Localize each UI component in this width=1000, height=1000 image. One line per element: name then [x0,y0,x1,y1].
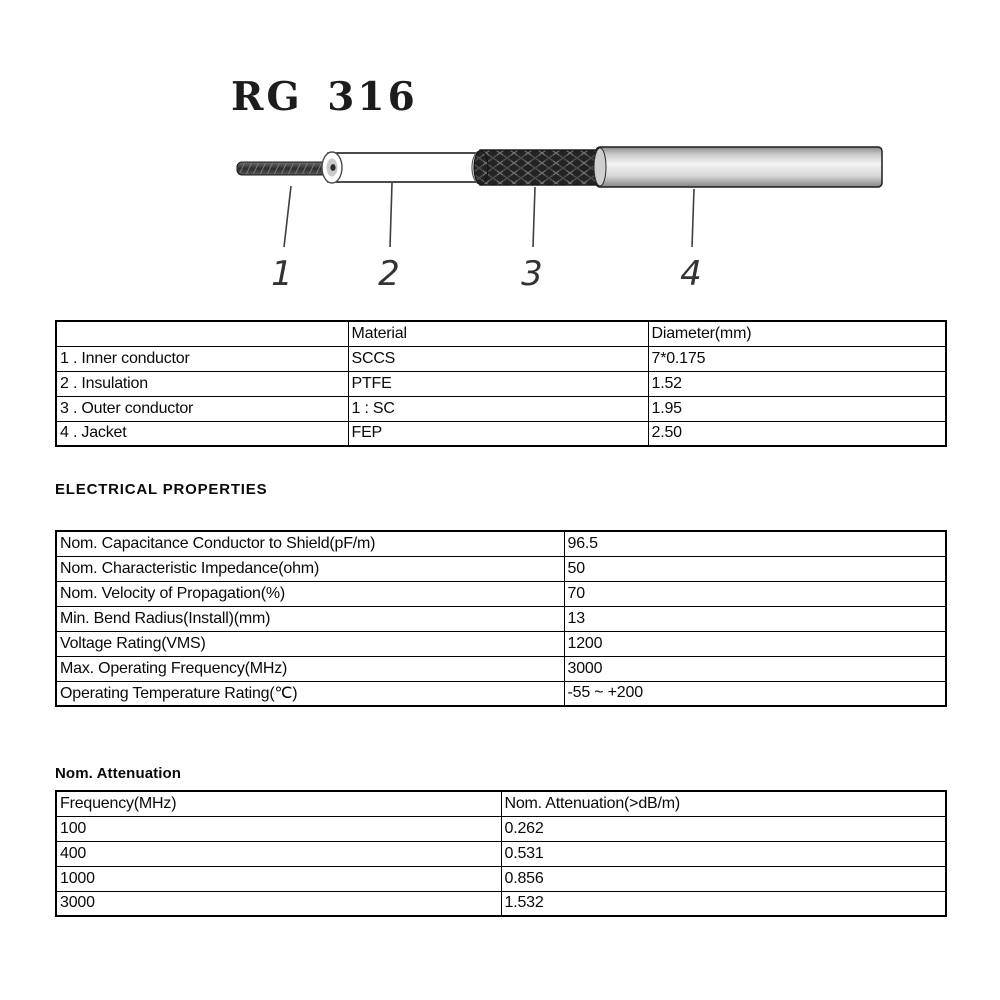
property-label: Nom. Velocity of Propagation(%) [56,581,564,606]
part-material: PTFE [348,371,648,396]
column-header-blank [56,321,348,346]
insulation-graphic [322,152,487,183]
property-label: Min. Bend Radius(Install)(mm) [56,606,564,631]
property-value: 1200 [564,631,946,656]
page-title: RG 316 [231,74,418,120]
attenuation-table [55,790,947,917]
column-header-diameter: Diameter(mm) [648,321,946,346]
table-row [56,816,946,841]
property-label: Operating Temperature Rating(℃) [56,681,564,706]
part-label-1: 1 [271,254,293,294]
table-row [56,531,946,556]
jacket-graphic [594,147,882,187]
leader-lines [284,183,694,247]
frequency-value: 100 [56,816,501,841]
part-name: 4 . Jacket [56,421,348,446]
table-row [56,841,946,866]
table-row [56,891,946,916]
property-label: Max. Operating Frequency(MHz) [56,656,564,681]
attenuation-value: 0.856 [501,866,946,891]
frequency-value: 400 [56,841,501,866]
frequency-value: 1000 [56,866,501,891]
frequency-value: 3000 [56,891,501,916]
table-row [56,371,946,396]
part-diameter: 7*0.175 [648,346,946,371]
table-row [56,631,946,656]
part-diameter: 1.52 [648,371,946,396]
part-diameter: 1.95 [648,396,946,421]
attenuation-value: 1.532 [501,891,946,916]
property-value: 3000 [564,656,946,681]
part-name: 2 . Insulation [56,371,348,396]
construction-table [55,320,947,447]
table-row [56,421,946,446]
electrical-properties-table [55,530,947,707]
part-diameter: 2.50 [648,421,946,446]
table-row [56,396,946,421]
property-value: -55 ~ +200 [564,681,946,706]
part-label-3: 3 [521,254,543,294]
property-label: Voltage Rating(VMS) [56,631,564,656]
property-value: 70 [564,581,946,606]
attenuation-value: 0.262 [501,816,946,841]
table-row [56,556,946,581]
property-value: 96.5 [564,531,946,556]
property-label: Nom. Capacitance Conductor to Shield(pF/m) [56,531,564,556]
column-header-frequency: Frequency(MHz) [56,791,501,816]
property-label: Nom. Characteristic Impedance(ohm) [56,556,564,581]
outer-conductor-graphic [472,150,602,185]
table-row [56,606,946,631]
part-material: SCCS [348,346,648,371]
property-value: 50 [564,556,946,581]
part-material: FEP [348,421,648,446]
table-row [56,866,946,891]
attenuation-value: 0.531 [501,841,946,866]
part-material: 1 : SC [348,396,648,421]
electrical-properties-heading: ELECTRICAL PROPERTIES [55,481,268,498]
cable-diagram [220,133,940,303]
attenuation-heading: Nom. Attenuation [55,765,182,782]
table-header-row [56,791,946,816]
part-label-2: 2 [378,254,400,294]
table-row [56,656,946,681]
property-value: 13 [564,606,946,631]
table-row [56,681,946,706]
table-header-row [56,321,946,346]
table-row [56,346,946,371]
part-name: 3 . Outer conductor [56,396,348,421]
part-label-4: 4 [680,254,702,294]
table-row [56,581,946,606]
column-header-attenuation: Nom. Attenuation(>dB/m) [501,791,946,816]
part-name: 1 . Inner conductor [56,346,348,371]
column-header-material: Material [348,321,648,346]
